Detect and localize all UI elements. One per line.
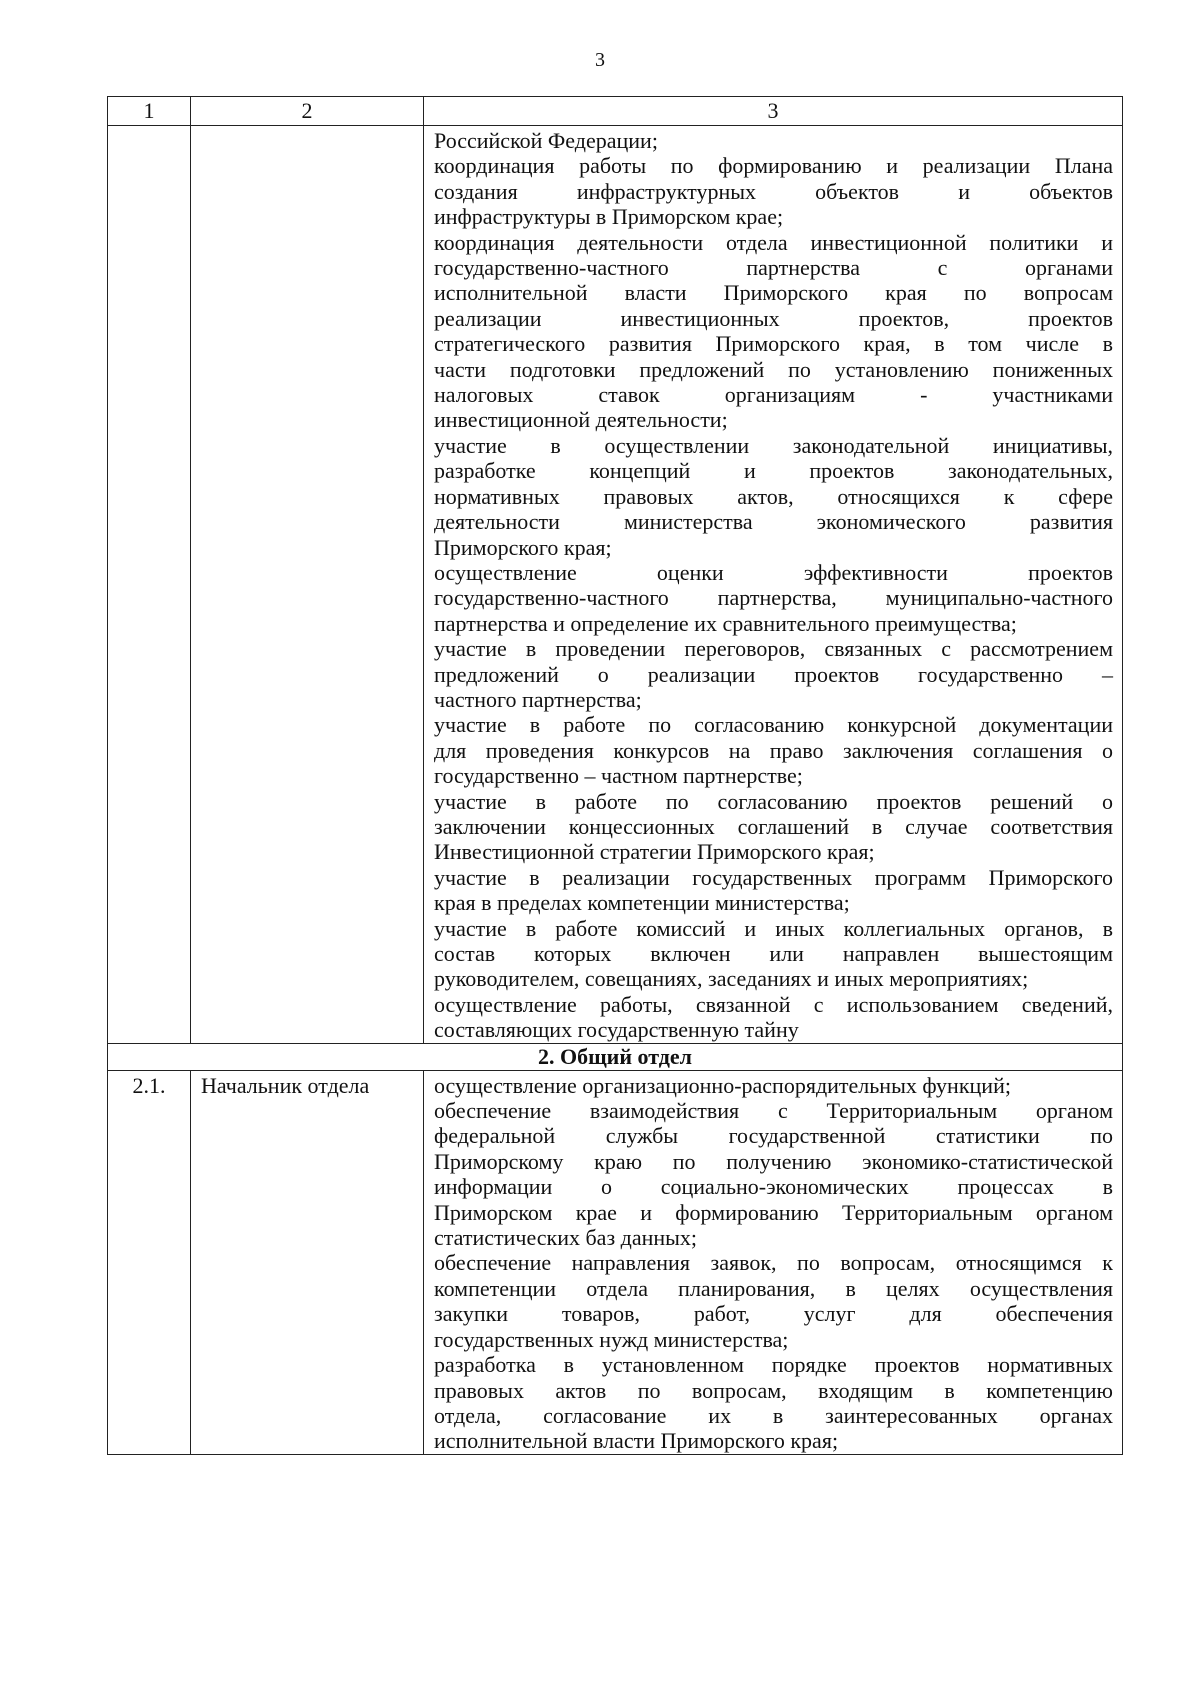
duty-line: нормативных правовых актов, относящихся к сфере	[434, 483, 1113, 509]
duty-line: координация работы по формированию и реализации Плана	[434, 153, 1113, 179]
duty-line: для проведения конкурсов на право заключения соглашения о	[434, 737, 1113, 763]
column-position-header: 2	[191, 97, 424, 126]
duty-line: статистических баз данных;	[434, 1225, 698, 1251]
duty-line: предложений о реализации проектов государственно –	[434, 661, 1113, 687]
duty-line: участие в осуществлении законодательной инициативы,	[434, 432, 1113, 458]
column-number-header: 1	[108, 97, 191, 126]
duty-line: участие в работе комиссий и иных коллегиальных органов, в	[434, 915, 1113, 941]
duty-line: разработке концепций и проектов законодательных,	[434, 458, 1113, 484]
duty-line: отдела, согласование их в заинтересованных органах	[434, 1402, 1113, 1428]
duties-table	[107, 96, 1123, 1455]
duty-line: разработка в установленном порядке проектов нормативных	[434, 1352, 1113, 1378]
duty-line: обеспечение направления заявок, по вопросам, относящимся к	[434, 1250, 1113, 1276]
duty-line: Российской Федерации;	[434, 128, 658, 153]
duty-line: составляющих государственную тайну	[434, 1017, 799, 1043]
duty-line: инвестиционной деятельности;	[434, 407, 728, 433]
table-header-row	[108, 97, 1123, 126]
duty-line: государственно-частного партнерства, муниципально-частного	[434, 585, 1113, 611]
row-number-cell: 2.1.	[108, 1070, 191, 1454]
duty-line: координация деятельности отдела инвестиционной политики и	[434, 229, 1113, 255]
duty-line: осуществление организационно-распорядительных функций;	[434, 1072, 1011, 1098]
duty-line: Инвестиционной стратегии Приморского края;	[434, 839, 875, 865]
duty-line: инфраструктуры в Приморском крае;	[434, 204, 784, 230]
duty-line: обеспечение взаимодействия с Территориальным органом	[434, 1098, 1113, 1124]
column-duties-header: 3	[424, 97, 1123, 126]
duty-line: налоговых ставок организациям - участниками	[434, 382, 1113, 408]
row-position-cell: Начальник отдела	[191, 1070, 424, 1454]
duty-line: исполнительной власти Приморского края по вопросам	[434, 280, 1113, 306]
duty-line: Приморского края;	[434, 534, 612, 560]
row-duties-cell	[424, 126, 1123, 1044]
duty-line: осуществление оценки эффективности проектов	[434, 559, 1113, 585]
duty-line: участие в работе по согласованию проектов решений о	[434, 788, 1113, 814]
duty-line: края в пределах компетенции министерства;	[434, 890, 850, 916]
table-row	[108, 126, 1123, 1044]
duty-line: государственно-частного партнерства с органами	[434, 255, 1113, 281]
duty-line: исполнительной власти Приморского края;	[434, 1428, 839, 1454]
duty-line: части подготовки предложений по установлению пониженных	[434, 356, 1113, 382]
row-number-cell	[108, 126, 191, 1044]
duty-line: осуществление работы, связанной с использованием сведений,	[434, 991, 1113, 1017]
duty-line: частного партнерства;	[434, 686, 642, 712]
row-duties-cell	[424, 1070, 1123, 1454]
duty-line: закупки товаров, работ, услуг для обеспечения	[434, 1301, 1113, 1327]
duty-line: компетенции отдела планирования, в целях осуществления	[434, 1275, 1113, 1301]
table-row	[108, 1070, 1123, 1454]
duty-line: создания инфраструктурных объектов и объектов	[434, 178, 1113, 204]
duty-line: стратегического развития Приморского края, в том числе в	[434, 331, 1113, 357]
duty-line: участие в работе по согласованию конкурсной документации	[434, 712, 1113, 738]
duty-line: участие в реализации государственных программ Приморского	[434, 864, 1113, 890]
duty-line: руководителем, совещаниях, заседаниях и иных мероприятиях;	[434, 966, 1029, 992]
row-position-cell	[191, 126, 424, 1044]
page-number: 3	[595, 49, 605, 71]
duty-line: реализации инвестиционных проектов, проектов	[434, 305, 1113, 331]
section-header-row	[108, 1043, 1123, 1070]
duty-line: Приморскому краю по получению экономико-статистической	[434, 1148, 1113, 1174]
section-title: 2. Общий отдел	[108, 1043, 1123, 1070]
duty-line: федеральной службы государственной статистики по	[434, 1123, 1113, 1149]
duty-line: государственных нужд министерства;	[434, 1326, 789, 1352]
duty-line: заключении концессионных соглашений в случае соответствия	[434, 813, 1113, 839]
duty-line: правовых актов по вопросам, входящим в компетенцию	[434, 1377, 1113, 1403]
duty-line: партнерства и определение их сравнительного преимущества;	[434, 610, 1017, 636]
duty-line: состав которых включен или направлен вышестоящим	[434, 941, 1113, 966]
duty-line: Приморском крае и формированию Территориальным органом	[434, 1199, 1113, 1225]
duty-line: государственно – частном партнерстве;	[434, 763, 803, 789]
duty-line: участие в проведении переговоров, связанных с рассмотрением	[434, 636, 1113, 662]
duty-line: деятельности министерства экономического развития	[434, 509, 1113, 535]
duty-line: информации о социально-экономических процессах в	[434, 1174, 1113, 1200]
